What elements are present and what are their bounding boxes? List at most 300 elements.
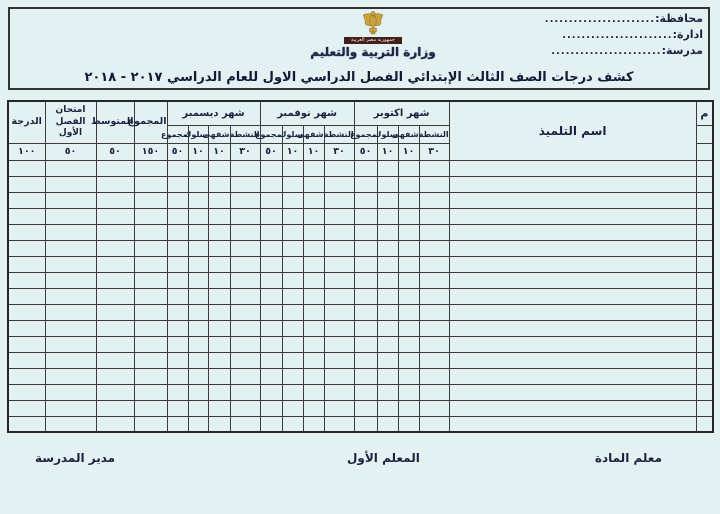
empty-grade-cell [419, 400, 449, 416]
empty-grade-cell [45, 304, 96, 320]
empty-grade-cell [354, 224, 377, 240]
empty-grade-cell [230, 288, 260, 304]
empty-grade-cell [188, 160, 208, 176]
empty-grade-cell [208, 288, 230, 304]
school-field [545, 43, 703, 59]
empty-grade-cell [134, 192, 167, 208]
empty-grade-cell [303, 368, 324, 384]
empty-grade-cell [324, 160, 354, 176]
empty-grade-cell [96, 256, 134, 272]
empty-grade-cell [8, 176, 45, 192]
empty-grade-cell [167, 288, 188, 304]
empty-grade-cell [398, 304, 419, 320]
empty-grade-cell [230, 304, 260, 320]
empty-grade-cell [354, 192, 377, 208]
table-row [8, 384, 713, 400]
empty-grade-cell [354, 384, 377, 400]
empty-grade-cell [303, 256, 324, 272]
table-row [8, 192, 713, 208]
empty-grade-cell [45, 368, 96, 384]
empty-grade-cell [188, 224, 208, 240]
empty-grade-cell [230, 352, 260, 368]
empty-grade-cell [208, 208, 230, 224]
empty-grade-cell [354, 352, 377, 368]
empty-grade-cell [449, 384, 696, 400]
empty-grade-cell [324, 176, 354, 192]
empty-grade-cell [260, 320, 282, 336]
month-header-october: شهر اكتوبر [354, 101, 449, 125]
empty-grade-cell [449, 400, 696, 416]
empty-grade-cell [167, 304, 188, 320]
empty-grade-cell [208, 256, 230, 272]
empty-grade-cell [419, 176, 449, 192]
empty-grade-cell [398, 240, 419, 256]
table-row [8, 368, 713, 384]
empty-grade-cell [134, 272, 167, 288]
empty-grade-cell [354, 208, 377, 224]
empty-grade-cell [45, 224, 96, 240]
empty-grade-cell [377, 336, 398, 352]
month-header-november: شهر نوفمبر [260, 101, 354, 125]
ministry-logo [310, 9, 436, 59]
signature-principal: مدير المدرسة [35, 451, 116, 465]
empty-grade-cell [260, 256, 282, 272]
empty-grade-cell [208, 384, 230, 400]
empty-grade-cell [230, 256, 260, 272]
empty-grade-cell [167, 256, 188, 272]
dec-oral-max: ١٠ [208, 143, 230, 160]
oct-oral-max: ١٠ [398, 143, 419, 160]
sheet-title: كشف درجات الصف الثالث الإبتدائي الفصل الدراسي الاول للعام الدراسي ٢٠١٧ - ٢٠١٨ [84, 70, 634, 85]
empty-grade-cell [208, 336, 230, 352]
empty-grade-cell [134, 368, 167, 384]
administration-blank-line: ....................... [562, 30, 673, 41]
empty-grade-cell [8, 192, 45, 208]
empty-grade-cell [303, 320, 324, 336]
empty-grade-cell [449, 192, 696, 208]
empty-grade-cell [377, 176, 398, 192]
empty-grade-cell [96, 160, 134, 176]
empty-grade-cell [45, 336, 96, 352]
empty-grade-cell [354, 240, 377, 256]
empty-grade-cell [45, 384, 96, 400]
empty-grade-cell [134, 304, 167, 320]
empty-grade-cell [167, 352, 188, 368]
empty-grade-cell [134, 176, 167, 192]
empty-grade-cell [167, 400, 188, 416]
empty-grade-cell [449, 368, 696, 384]
empty-grade-cell [96, 304, 134, 320]
nov-sum-max: ٥٠ [260, 143, 282, 160]
empty-grade-cell [324, 272, 354, 288]
empty-grade-cell [188, 176, 208, 192]
signature-subject-teacher: معلم المادة [594, 451, 662, 465]
empty-grade-cell [188, 400, 208, 416]
nov-behavior-header: سلوك [282, 125, 303, 143]
empty-grade-cell [377, 272, 398, 288]
empty-grade-cell [260, 288, 282, 304]
empty-grade-cell [134, 320, 167, 336]
empty-grade-cell [188, 288, 208, 304]
empty-grade-cell [324, 288, 354, 304]
empty-grade-cell [96, 320, 134, 336]
empty-grade-cell [96, 272, 134, 288]
empty-grade-cell [354, 272, 377, 288]
empty-grade-cell [324, 304, 354, 320]
empty-grade-cell [208, 192, 230, 208]
governorate-label: محافظة: [655, 12, 703, 25]
empty-grade-cell [230, 416, 260, 432]
empty-grade-cell [398, 176, 419, 192]
serial-spacer-cell [696, 143, 713, 160]
empty-grade-cell [167, 240, 188, 256]
empty-grade-cell [377, 320, 398, 336]
empty-grade-cell [282, 160, 303, 176]
empty-grade-cell [449, 336, 696, 352]
empty-grade-cell [303, 240, 324, 256]
empty-grade-cell [419, 240, 449, 256]
empty-grade-cell [398, 384, 419, 400]
empty-grade-cell [8, 416, 45, 432]
empty-grade-cell [45, 288, 96, 304]
empty-grade-cell [8, 336, 45, 352]
empty-grade-cell [282, 368, 303, 384]
oct-sum-max: ٥٠ [354, 143, 377, 160]
empty-grade-cell [134, 288, 167, 304]
empty-grade-cell [282, 320, 303, 336]
empty-grade-cell [398, 208, 419, 224]
nov-activity-max: ٣٠ [324, 143, 354, 160]
empty-grade-cell [303, 304, 324, 320]
empty-grade-cell [8, 352, 45, 368]
empty-grade-cell [324, 352, 354, 368]
empty-grade-cell [208, 176, 230, 192]
empty-grade-cell [45, 208, 96, 224]
empty-grade-cell [230, 368, 260, 384]
nov-oral-header: شفهى [303, 125, 324, 143]
empty-grade-cell [354, 368, 377, 384]
empty-grade-cell [45, 256, 96, 272]
empty-grade-cell [449, 352, 696, 368]
empty-grade-cell [282, 208, 303, 224]
empty-grade-cell [8, 256, 45, 272]
table-row [8, 416, 713, 432]
empty-grade-cell [230, 320, 260, 336]
empty-grade-cell [696, 304, 713, 320]
empty-grade-cell [188, 320, 208, 336]
empty-grade-cell [696, 352, 713, 368]
average-header: المتوسط [96, 101, 134, 143]
nov-sum-header: مجموع [260, 125, 282, 143]
empty-grade-cell [260, 176, 282, 192]
empty-grade-cell [96, 416, 134, 432]
empty-grade-cell [696, 256, 713, 272]
grade-table-body [8, 160, 713, 432]
empty-grade-cell [8, 384, 45, 400]
oct-activity-max: ٣٠ [419, 143, 449, 160]
dec-sum-max: ٥٠ [167, 143, 188, 160]
total-max: ١٥٠ [134, 143, 167, 160]
empty-grade-cell [45, 192, 96, 208]
republic-banner: جمهورية مصر العربية [344, 37, 402, 44]
empty-grade-cell [282, 256, 303, 272]
empty-grade-cell [377, 224, 398, 240]
dec-behavior-max: ١٠ [188, 143, 208, 160]
total-header: المجموع [134, 101, 167, 143]
empty-grade-cell [260, 272, 282, 288]
empty-grade-cell [398, 256, 419, 272]
empty-grade-cell [8, 320, 45, 336]
header-frame [8, 7, 710, 90]
empty-grade-cell [303, 192, 324, 208]
empty-grade-cell [8, 208, 45, 224]
empty-grade-cell [260, 208, 282, 224]
empty-grade-cell [188, 416, 208, 432]
empty-grade-cell [419, 256, 449, 272]
empty-grade-cell [419, 352, 449, 368]
average-max: ٥٠ [96, 143, 134, 160]
empty-grade-cell [282, 176, 303, 192]
empty-grade-cell [188, 336, 208, 352]
school-label: مدرسة: [661, 44, 703, 57]
empty-grade-cell [696, 192, 713, 208]
empty-grade-cell [96, 240, 134, 256]
empty-grade-cell [188, 384, 208, 400]
empty-grade-cell [324, 400, 354, 416]
empty-grade-cell [303, 208, 324, 224]
empty-grade-cell [134, 384, 167, 400]
empty-grade-cell [282, 192, 303, 208]
empty-grade-cell [398, 272, 419, 288]
empty-grade-cell [303, 416, 324, 432]
empty-grade-cell [282, 416, 303, 432]
empty-grade-cell [398, 320, 419, 336]
empty-grade-cell [377, 416, 398, 432]
empty-grade-cell [167, 320, 188, 336]
empty-grade-cell [324, 320, 354, 336]
empty-grade-cell [324, 336, 354, 352]
student-name-header: اسم التلميذ [449, 101, 696, 160]
empty-grade-cell [449, 416, 696, 432]
empty-grade-cell [419, 208, 449, 224]
dec-activity-header: النشطة [230, 125, 260, 143]
empty-grade-cell [134, 240, 167, 256]
empty-grade-cell [167, 336, 188, 352]
empty-grade-cell [230, 272, 260, 288]
empty-grade-cell [419, 416, 449, 432]
empty-grade-cell [324, 384, 354, 400]
empty-grade-cell [377, 352, 398, 368]
empty-grade-cell [696, 400, 713, 416]
empty-grade-cell [134, 352, 167, 368]
grade-max: ١٠٠ [8, 143, 45, 160]
empty-grade-cell [419, 224, 449, 240]
empty-grade-cell [303, 224, 324, 240]
empty-grade-cell [188, 192, 208, 208]
nov-oral-max: ١٠ [303, 143, 324, 160]
empty-grade-cell [377, 208, 398, 224]
empty-grade-cell [8, 288, 45, 304]
empty-grade-cell [188, 256, 208, 272]
header-row-months [8, 101, 713, 125]
empty-grade-cell [449, 208, 696, 224]
empty-grade-cell [419, 368, 449, 384]
empty-grade-cell [260, 384, 282, 400]
empty-grade-cell [8, 272, 45, 288]
empty-grade-cell [230, 208, 260, 224]
empty-grade-cell [45, 176, 96, 192]
empty-grade-cell [696, 224, 713, 240]
table-row [8, 176, 713, 192]
empty-grade-cell [260, 368, 282, 384]
empty-grade-cell [377, 384, 398, 400]
empty-grade-cell [398, 368, 419, 384]
empty-grade-cell [260, 416, 282, 432]
empty-grade-cell [208, 320, 230, 336]
empty-grade-cell [208, 352, 230, 368]
empty-grade-cell [167, 224, 188, 240]
empty-grade-cell [282, 272, 303, 288]
empty-grade-cell [167, 192, 188, 208]
empty-grade-cell [188, 240, 208, 256]
empty-grade-cell [449, 288, 696, 304]
grade-header: الدرجة [8, 101, 45, 143]
empty-grade-cell [696, 240, 713, 256]
empty-grade-cell [96, 176, 134, 192]
empty-grade-cell [282, 304, 303, 320]
empty-grade-cell [260, 352, 282, 368]
empty-grade-cell [8, 240, 45, 256]
empty-grade-cell [188, 352, 208, 368]
empty-grade-cell [354, 416, 377, 432]
empty-grade-cell [45, 272, 96, 288]
empty-grade-cell [230, 176, 260, 192]
empty-grade-cell [377, 288, 398, 304]
dec-sum-header: مجموع [167, 125, 188, 143]
empty-grade-cell [377, 400, 398, 416]
empty-grade-cell [208, 304, 230, 320]
empty-grade-cell [230, 240, 260, 256]
empty-grade-cell [188, 368, 208, 384]
empty-grade-cell [8, 400, 45, 416]
empty-grade-cell [449, 256, 696, 272]
empty-grade-cell [45, 160, 96, 176]
dec-activity-max: ٣٠ [230, 143, 260, 160]
term-exam-max: ٥٠ [45, 143, 96, 160]
empty-grade-cell [696, 208, 713, 224]
empty-grade-cell [696, 272, 713, 288]
empty-grade-cell [303, 176, 324, 192]
empty-grade-cell [354, 288, 377, 304]
table-row [8, 320, 713, 336]
empty-grade-cell [8, 368, 45, 384]
oct-activity-header: النشطة [419, 125, 449, 143]
empty-grade-cell [260, 224, 282, 240]
empty-grade-cell [303, 336, 324, 352]
empty-grade-cell [419, 336, 449, 352]
oct-oral-header: شفهى [398, 125, 419, 143]
school-blank-line: ....................... [551, 46, 662, 57]
administration-field [545, 27, 703, 43]
empty-grade-cell [260, 192, 282, 208]
table-row [8, 256, 713, 272]
empty-grade-cell [398, 288, 419, 304]
empty-grade-cell [167, 416, 188, 432]
empty-grade-cell [96, 384, 134, 400]
empty-grade-cell [188, 272, 208, 288]
empty-grade-cell [208, 224, 230, 240]
empty-grade-cell [260, 160, 282, 176]
empty-grade-cell [260, 336, 282, 352]
empty-grade-cell [419, 320, 449, 336]
empty-grade-cell [260, 304, 282, 320]
empty-grade-cell [208, 416, 230, 432]
empty-grade-cell [398, 400, 419, 416]
empty-grade-cell [282, 288, 303, 304]
empty-grade-cell [282, 384, 303, 400]
empty-grade-cell [398, 192, 419, 208]
empty-grade-cell [449, 272, 696, 288]
empty-grade-cell [230, 160, 260, 176]
empty-grade-cell [188, 208, 208, 224]
table-row [8, 352, 713, 368]
empty-grade-cell [134, 224, 167, 240]
empty-grade-cell [260, 240, 282, 256]
empty-grade-cell [188, 304, 208, 320]
nov-activity-header: النشطة [324, 125, 354, 143]
table-row [8, 240, 713, 256]
serial-spacer-cell [696, 125, 713, 143]
empty-grade-cell [260, 400, 282, 416]
empty-grade-cell [96, 224, 134, 240]
empty-grade-cell [377, 240, 398, 256]
empty-grade-cell [208, 272, 230, 288]
empty-grade-cell [167, 368, 188, 384]
empty-grade-cell [696, 160, 713, 176]
empty-grade-cell [8, 224, 45, 240]
empty-grade-cell [696, 336, 713, 352]
table-row [8, 208, 713, 224]
empty-grade-cell [303, 160, 324, 176]
empty-grade-cell [324, 416, 354, 432]
oct-behavior-max: ١٠ [377, 143, 398, 160]
table-row [8, 160, 713, 176]
empty-grade-cell [303, 384, 324, 400]
empty-grade-cell [8, 304, 45, 320]
empty-grade-cell [354, 400, 377, 416]
empty-grade-cell [354, 160, 377, 176]
empty-grade-cell [282, 224, 303, 240]
empty-grade-cell [45, 240, 96, 256]
empty-grade-cell [696, 288, 713, 304]
term-exam-header: امتحان الفصل الأول [45, 101, 96, 143]
governorate-blank-line: ....................... [544, 14, 656, 25]
empty-grade-cell [282, 336, 303, 352]
empty-grade-cell [377, 192, 398, 208]
table-row [8, 272, 713, 288]
empty-grade-cell [208, 368, 230, 384]
empty-grade-cell [96, 192, 134, 208]
empty-grade-cell [398, 336, 419, 352]
empty-grade-cell [230, 192, 260, 208]
empty-grade-cell [419, 304, 449, 320]
empty-grade-cell [377, 160, 398, 176]
dec-oral-header: شفهى [208, 125, 230, 143]
empty-grade-cell [96, 208, 134, 224]
empty-grade-cell [354, 176, 377, 192]
empty-grade-cell [398, 224, 419, 240]
nov-behavior-max: ١٠ [282, 143, 303, 160]
